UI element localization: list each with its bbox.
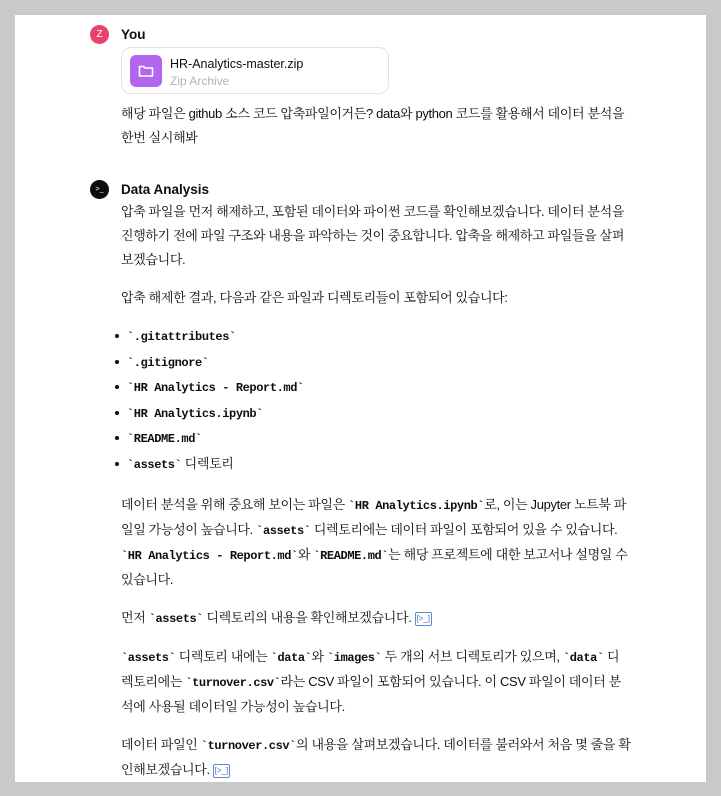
inline-code: `images` [326,651,382,665]
inline-code: `data` [270,651,312,665]
chat-page [15,15,706,782]
text-segment: 데이터 분석을 위해 중요해 보이는 파일은 [121,497,349,512]
inline-code: `turnover.csv` [200,739,296,753]
paragraph [121,493,631,592]
user-message-text: 해당 파일은 github 소스 코드 압축파일이거든? data와 python 코드를 활용해서 데이터 분석을 한번 실시해봐 [121,106,625,145]
paragraph [121,645,631,719]
paragraph [121,606,631,631]
user-name: You [121,27,146,42]
inline-code: `assets` [121,651,176,665]
attachment-card[interactable] [121,47,389,94]
folder-icon [130,55,162,87]
list-item: `.gitignore` [121,350,631,376]
view-analysis-icon[interactable]: [>_] [415,612,432,626]
attachment-name: HR-Analytics-master.zip [170,57,304,71]
user-avatar: Z [90,25,109,44]
assistant-name: Data Analysis [121,182,210,197]
list-item: `assets` 디렉토리 [121,452,631,478]
paragraph: 압축 해제한 결과, 다음과 같은 파일과 디렉토리들이 포함되어 있습니다: [121,290,508,305]
inline-code: `assets` [256,524,311,538]
text-segment: 디렉토리에는 데이터 파일이 포함되어 있을 수 있습니다. [310,522,618,537]
assistant-message [91,180,631,782]
inline-code: `README.md` [313,549,389,563]
text-segment: 디렉토리 내에는 [175,649,271,664]
user-message [91,25,631,150]
list-item: `README.md` [121,426,631,452]
paragraph: 압축 파일을 먼저 해제하고, 포함된 데이터와 파이썬 코드를 확인해보겠습니다. 데이터 분석을 진행하기 전에 파일 구조와 내용을 파악하는 것이 중요합니다. 압축을 해제하고 파일들을 살펴보겠습니다. [121,204,625,267]
list-item: `HR Analytics - Report.md` [121,375,631,401]
text-segment: 두 개의 서브 디렉토리가 있으며, [381,649,563,664]
inline-code: `assets` [148,612,204,626]
list-item: `.gitattributes` [121,324,631,350]
text-segment: 와 [297,547,314,562]
text-segment: 는 해당 프로젝트에 대한 보고서나 설명일 수 있습니다. [121,547,628,587]
attachment-type: Zip Archive [170,74,230,88]
inline-code: `HR Analytics - Report.md` [121,549,298,563]
inline-code: `HR Analytics.ipynb` [348,499,485,513]
list-item: `HR Analytics.ipynb` [121,401,631,427]
text-segment: 라는 CSV 파일이 포함되어 있습니다. 이 CSV 파일이 데이터 분석에 사용될 데이터일 가능성이 높습니다. [121,674,621,714]
text-segment: 먼저 [121,610,149,625]
file-list [121,324,631,477]
view-analysis-icon[interactable]: [>_] [213,764,230,778]
text-segment: 로, 이는 Jupyter 노트북 파일일 가능성이 높습니다. [121,497,627,537]
text-segment: 와 [311,649,327,664]
paragraph [121,733,631,782]
text-segment: 의 내용을 살펴보겠습니다. 데이터를 불러와서 처음 몇 줄을 확인해보겠습니다. [121,737,631,777]
text-segment: 디렉토리의 내용을 확인해보겠습니다. [203,610,415,625]
inline-code: `turnover.csv` [185,676,281,690]
inline-code: `data` [562,651,604,665]
text-segment: 디렉토리에는 [121,649,620,689]
text-segment: 데이터 파일인 [121,737,201,752]
terminal-icon: >_ [90,180,109,199]
